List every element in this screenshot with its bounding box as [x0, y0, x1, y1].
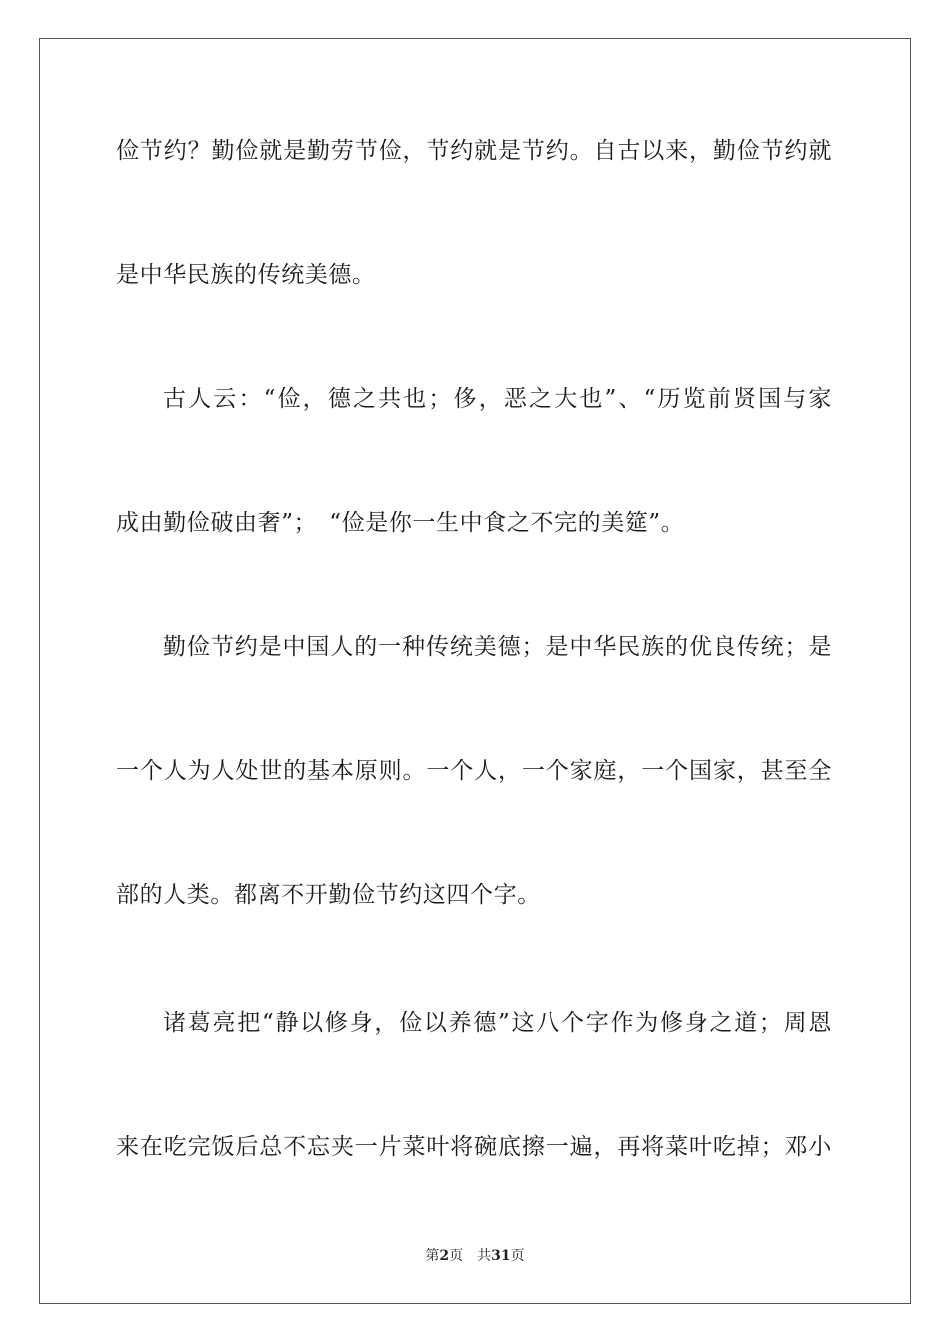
total-pages: 31: [491, 1248, 511, 1264]
text-line: 俭节约？勤俭就是勤劳节俭，节约就是节约。自古以来，勤俭节约就: [116, 138, 832, 164]
page-prefix: 第: [425, 1248, 440, 1264]
text-line: 诸葛亮把“静以修身，俭以养德”这八个字作为修身之道；周恩: [163, 1010, 832, 1036]
page-footer: [0, 1247, 950, 1265]
page-suffix: 页: [449, 1248, 464, 1264]
total-prefix: 共: [477, 1248, 492, 1264]
text-line: 来在吃完饭后总不忘夹一片菜叶将碗底擦一遍，再将菜叶吃掉；邓小: [116, 1134, 832, 1160]
text-line: 一个人为人处世的基本原则。一个人，一个家庭，一个国家，甚至全: [116, 758, 832, 784]
page-number: 2: [439, 1248, 450, 1264]
page-border: [39, 38, 911, 1304]
total-suffix: 页: [510, 1248, 525, 1264]
text-line: 勤俭节约是中国人的一种传统美德；是中华民族的优良传统；是: [163, 634, 832, 660]
text-line: 部的人类。都离不开勤俭节约这四个字。: [116, 882, 541, 908]
text-line: 成由勤俭破由奢”； “俭是你一生中食之不完的美筵”。: [116, 510, 685, 536]
text-line: 古人云：“俭，德之共也；侈，恶之大也”、“历览前贤国与家: [163, 386, 832, 412]
text-line: 是中华民族的传统美德。: [116, 262, 376, 288]
